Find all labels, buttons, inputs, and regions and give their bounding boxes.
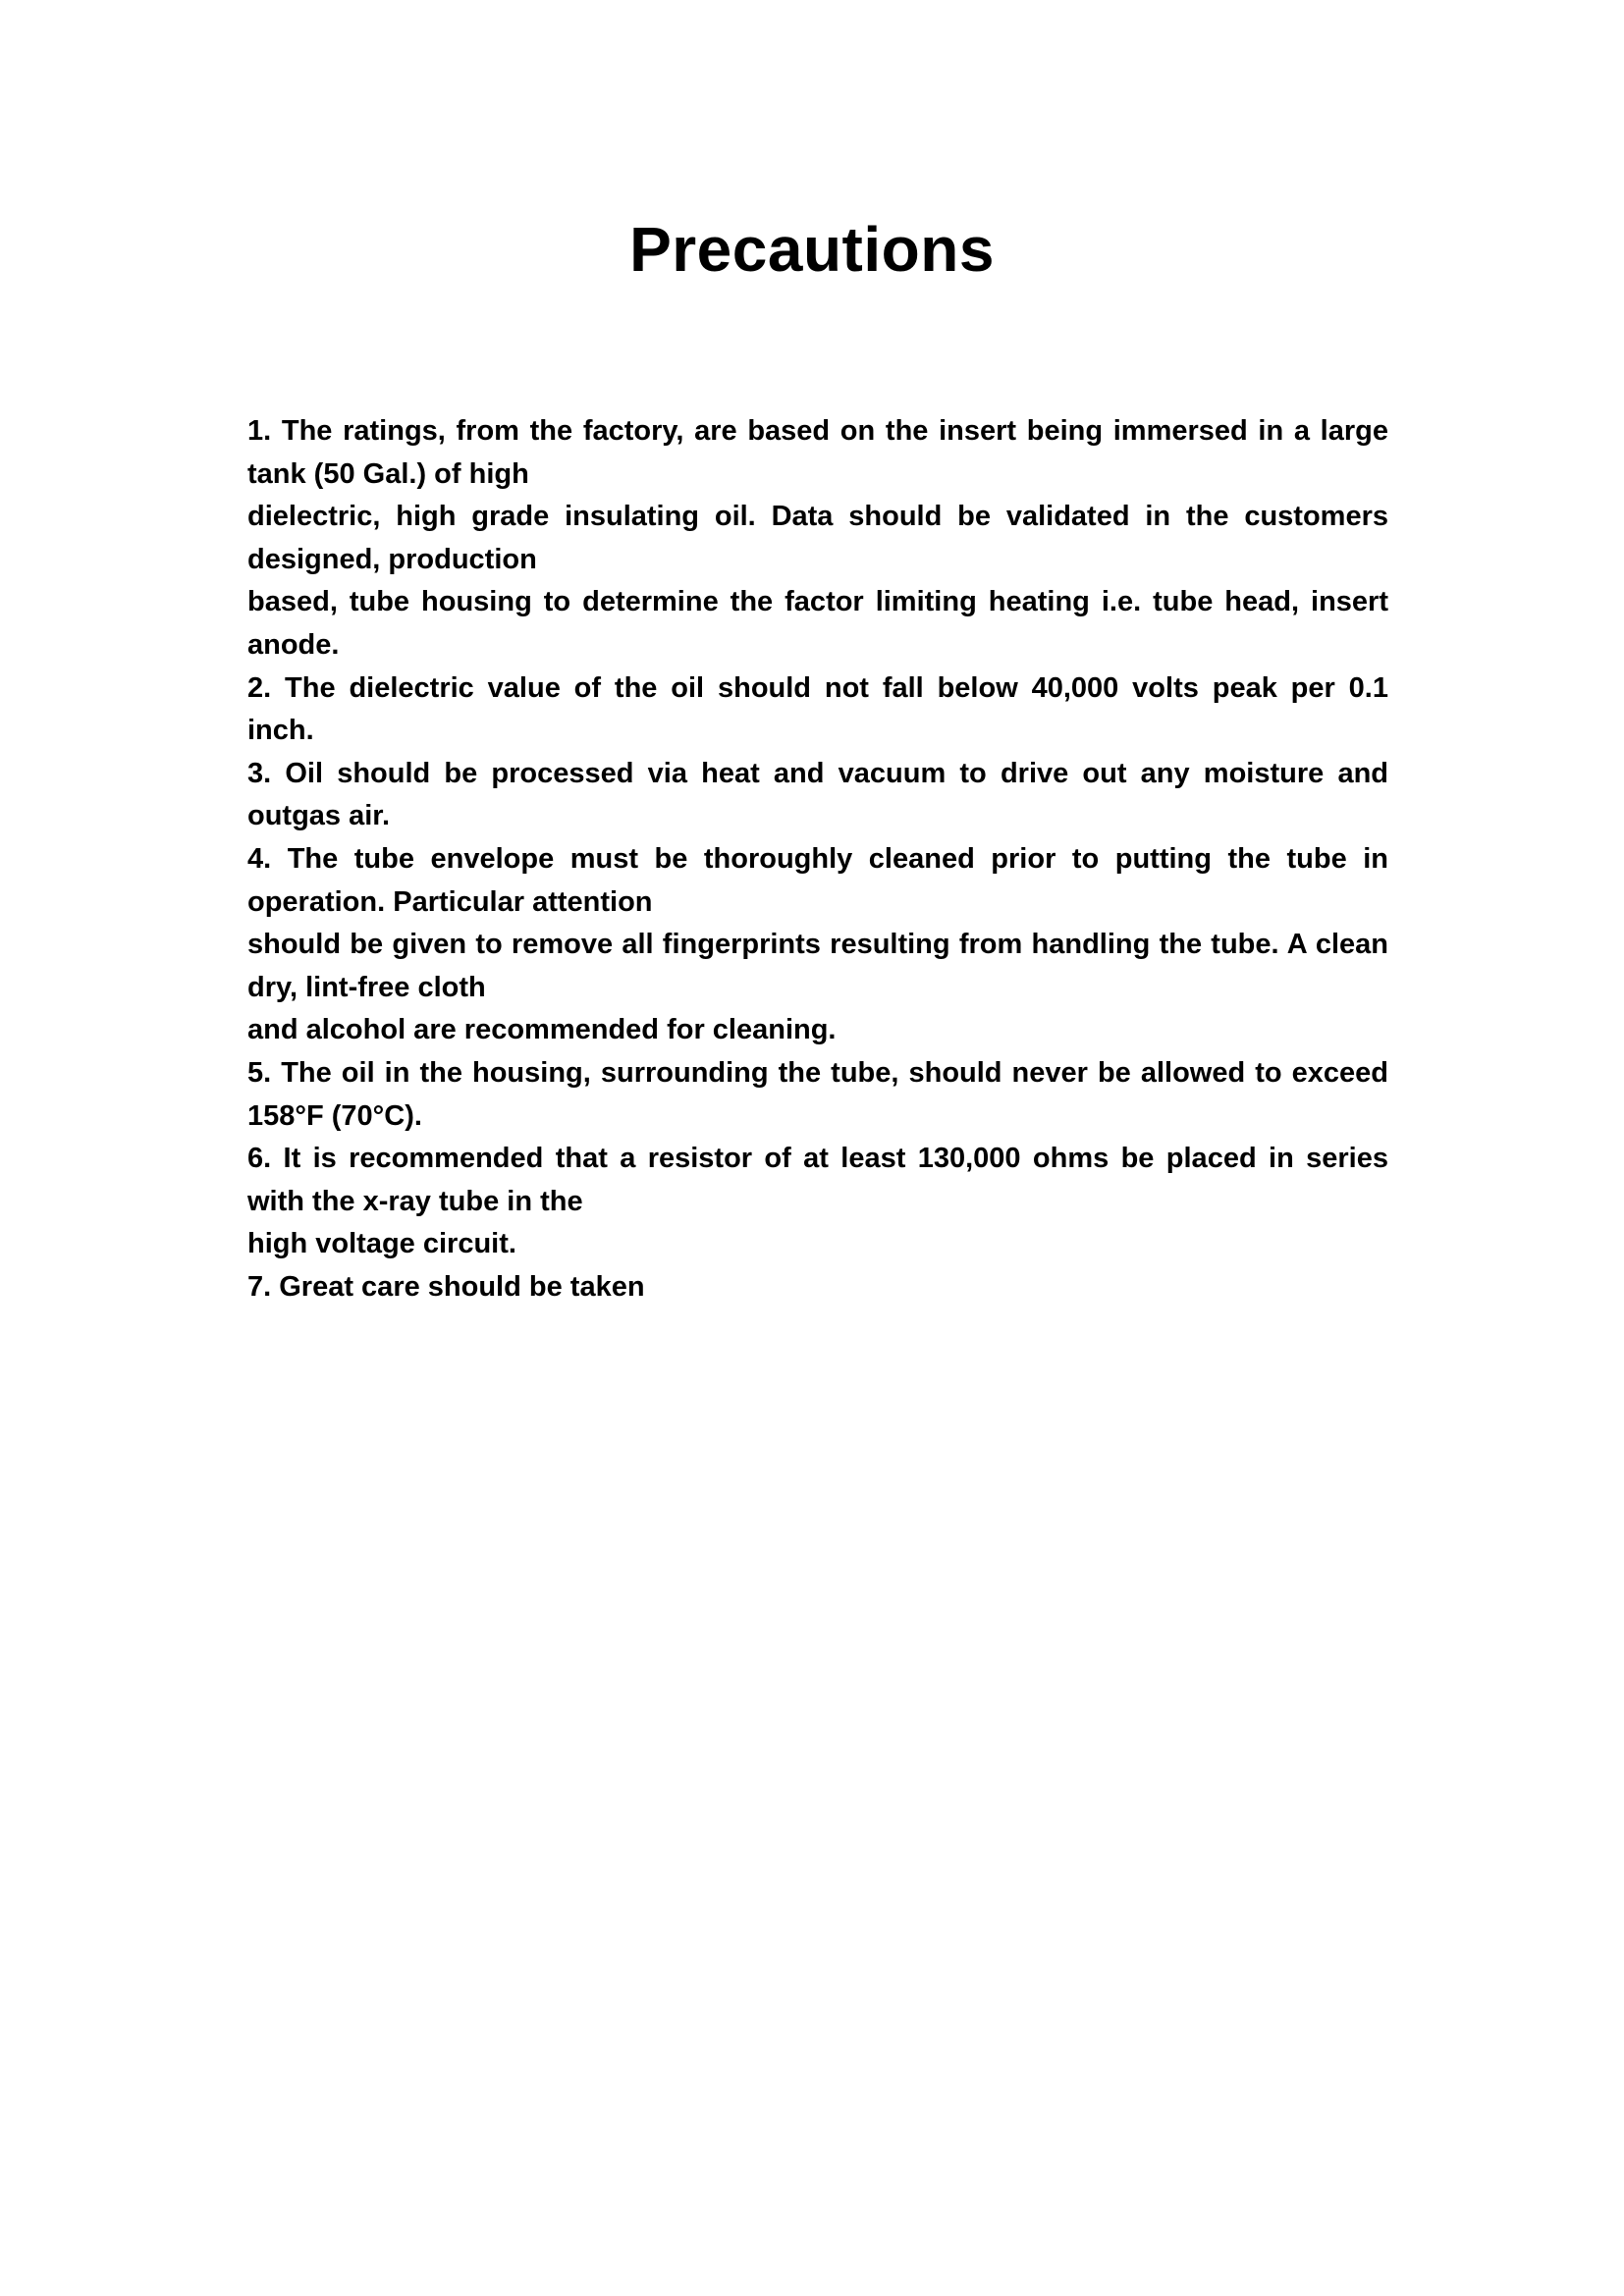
body-text-line: anode. (247, 628, 340, 661)
precautions-body (247, 410, 1388, 1308)
body-text-line: 6. It is recommended that a resistor of at least 130,000 ohms be placed in series (247, 1143, 1388, 1175)
body-text-line: and alcohol are recommended for cleaning. (247, 1014, 837, 1046)
body-text-line: 1. The ratings, from the factory, are based on the insert being immersed in a large (247, 415, 1388, 447)
page-title: Precautions (629, 214, 995, 285)
body-text-line: dielectric, high grade insulating oil. Data should be validated in the customers (247, 501, 1388, 533)
body-text-line: with the x-ray tube in the (247, 1185, 583, 1217)
body-text-line: 2. The dielectric value of the oil should not fall below 40,000 volts peak per 0.1 (247, 671, 1388, 704)
body-text-line: dry, lint-free cloth (247, 971, 486, 1003)
body-text-line: designed, production (247, 543, 537, 575)
body-text-line: outgas air. (247, 800, 391, 832)
body-text-line: 5. The oil in the housing, surrounding the tube, should never be allowed to exceed (247, 1056, 1388, 1089)
body-text-line: high voltage circuit. (247, 1228, 516, 1260)
body-text-line: based, tube housing to determine the factor limiting heating i.e. tube head, insert (247, 586, 1388, 618)
body-text-line: 158°F (70°C). (247, 1099, 422, 1132)
body-text-line: 3. Oil should be processed via heat and vacuum to drive out any moisture and (247, 757, 1388, 789)
body-text-line: inch. (247, 715, 314, 747)
body-text-line: should be given to remove all fingerprints resulting from handling the tube. A clean (247, 929, 1388, 961)
body-text-line: 4. The tube envelope must be thoroughly cleaned prior to putting the tube in (247, 842, 1388, 875)
body-text-line: 7. Great care should be taken (247, 1270, 645, 1303)
body-text-line: operation. Particular attention (247, 885, 653, 918)
body-text-line: tank (50 Gal.) of high (247, 457, 529, 490)
